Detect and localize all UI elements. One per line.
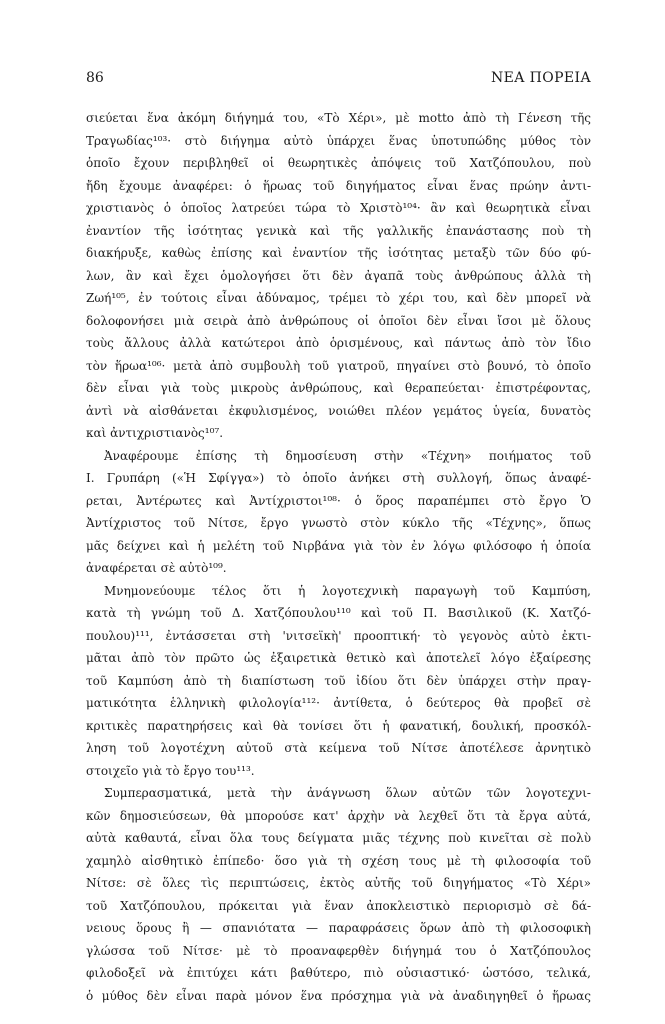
text-line: τοῦ Χατζόπουλου, πρόκειται γιὰ ἕναν ἀποκλειστικὸ περιορισμὸ σὲ δά-	[86, 898, 591, 913]
text-line: κριτικὲς παρατηρήσεις καὶ θὰ τονίσει ὅτι ἡ φανατική, δουλική, προσκόλ-	[86, 718, 591, 733]
text-line: Μνημονεύουμε τέλος ὅτι ἡ λογοτεχνικὴ παραγωγὴ τοῦ Καμπύση,	[104, 583, 591, 598]
text-line: γλώσσα τοῦ Νίτσε· μὲ τὸ προαναφερθὲν διήγημά του ὁ Χατζόπουλος	[86, 943, 591, 958]
text-line: ἤδη ἔχουμε ἀναφέρει: ὁ ἥρωας τοῦ διηγήματος εἶναι ἕνας πρώην ἀντι-	[86, 178, 591, 193]
text-line: Ι. Γρυπάρη («Ἡ Σφίγγα») τὸ ὁποῖο ἀνήκει στὴ συλλογή, ὅπως ἀναφέ-	[86, 471, 591, 485]
text-line: Ζωή¹⁰⁵, ἐν τούτοις εἶναι ἀδύναμος, τρέμει τὸ χέρι του, καὶ δὲν μπορεῖ νὰ	[86, 291, 591, 305]
text-line: τοὺς ἄλλους ἀλλὰ κατώτεροι ἀπὸ ὁρισμένους, καὶ πάντως ἀπὸ τὸν ἴδιο	[86, 336, 591, 350]
text-line: κατὰ τὴ γνώμη τοῦ Δ. Χατζόπουλου¹¹⁰ καὶ τοῦ Π. Βασιλικοῦ (Κ. Χατζό-	[86, 606, 591, 620]
text-line: κῶν δημοσιεύσεων, θὰ μπορούσε κατ' ἀρχὴν νὰ λεχθεῖ ὅτι τὰ ἔργα αὐτά,	[86, 808, 591, 823]
text-line: ἐναντίον τῆς ἰσότητας γενικὰ καὶ τῆς γαλλικῆς ἐπανάστασης ποὺ τὴ	[86, 223, 591, 238]
text-line: ὁ μύθος δὲν εἶναι παρὰ μόνον ἕνα πρόσχημα γιὰ νὰ ἀναδιηγηθεῖ ὁ ἥρωας	[86, 988, 591, 1003]
text-line: ἀντὶ νὰ αἰσθάνεται ἐκφυλισμένος, νοιώθει πλέον γεμάτος ὑγεία, δυνατὸς	[86, 403, 591, 418]
text-line: αὐτὰ καθαυτά, εἶναι ὅλα τους δείγματα μιᾶς τέχνης ποὺ κινεῖται σὲ πολὺ	[86, 831, 591, 845]
text-line: Νίτσε: σὲ ὅλες τὶς περιπτώσεις, ἐκτὸς αὐτῆς τοῦ διηγήματος «Τὸ Χέρι»	[86, 876, 591, 890]
text-line: χαμηλὸ αἰσθητικὸ ἐπίπεδο· ὅσο γιὰ τὴ σχέση τους μὲ τὴ φιλοσοφία τοῦ	[86, 853, 591, 868]
text-line: τοῦ Καμπύση ἀπὸ τὴ διαπίστωση τοῦ ἰδίου ὅτι δὲν ὑπάρχει στὴν πραγ-	[86, 673, 591, 688]
text-line: Τραγωδίας¹⁰³· στὸ διήγημα αὐτὸ ὑπάρχει ἕνας ὑποτυπώδης μύθος τὸν	[86, 133, 591, 148]
text-line: νειους ὅρους ἢ — σπανιότατα — παραφράσεις ὅρων ἀπὸ τὴ φιλοσοφικὴ	[86, 921, 591, 935]
text-line: δολοφονήσει μιὰ σειρὰ ἀπὸ ἀνθρώπους οἱ ὁποῖοι δὲν εἶναι ἴσοι μὲ ὅλους	[86, 313, 591, 328]
text-line: ρεται, Ἀντέρωτες καὶ Ἀντίχριστοι¹⁰⁸· ὁ ὅρος παραπέμπει στὸ ἔργο Ὁ	[86, 493, 591, 508]
text-line: φιλοδοξεῖ νὰ ἐπιτύχει κάτι βαθύτερο, πιὸ οὐσιαστικό· ὡστόσο, τελικά,	[86, 966, 591, 980]
text-line: δὲν εἶναι γιὰ τοὺς μικροὺς ἀνθρώπους, καὶ θεραπεύεται· ἐπιστρέφοντας,	[86, 381, 591, 395]
text-line: στοιχεῖο γιὰ τὸ ἔργο του¹¹³.	[86, 763, 255, 778]
running-title: ΝΕΑ ΠΟΡΕΙΑ	[491, 70, 591, 86]
text-line: ματικότητα ἑλληνικὴ φιλολογία¹¹²· ἀντίθετα, ὁ δεύτερος θὰ προβεῖ σὲ	[86, 696, 591, 710]
body-text	[86, 107, 591, 1007]
text-line: χριστιανὸς ὁ ὁποῖος λατρεύει τώρα τὸ Χριστὸ¹⁰⁴· ἂν καὶ θεωρητικὰ εἶναι	[86, 201, 591, 215]
text-line: ἀναφέρεται σὲ αὐτὸ¹⁰⁹.	[86, 561, 227, 575]
text-line: διακήρυξε, καθὼς ἐπίσης καὶ ἐναντίον τῆς ἰσότητας μεταξὺ τῶν δύο φύ-	[86, 246, 591, 260]
text-line: πουλου)¹¹¹, ἐντάσσεται στὴ 'νιτσεϊκὴ' προοπτική· τὸ γεγονὸς αὐτὸ ἐκτι-	[86, 628, 591, 643]
text-line: τὸν ἥρωα¹⁰⁶· μετὰ ἀπὸ συμβουλὴ τοῦ γιατροῦ, πηγαίνει στὸ βουνό, τὸ ὁποῖο	[86, 358, 591, 373]
text-line: μᾶται ἀπὸ τὸν πρῶτο ὡς ἐξαιρετικὰ θετικὸ καὶ ἀποτελεῖ λόγο ἐξαίρεσης	[86, 651, 591, 665]
text-line: σιεύεται ἕνα ἀκόμη διήγημά του, «Τὸ Χέρι», μὲ motto ἀπὸ τὴ Γένεση τῆς	[86, 111, 591, 125]
text-line: λων, ἂν καὶ ἔχει ὁμολογήσει ὅτι δὲν ἀγαπᾶ τοὺς ἀνθρώπους ἀλλὰ τὴ	[86, 268, 591, 283]
text-line: μᾶς δείχνει καὶ ἡ μελέτη τοῦ Νιρβάνα γιὰ τὸν ἐν λόγω φιλόσοφο ἡ ὁποία	[86, 538, 591, 553]
text-line: ὁποῖο ἔχουν περιβληθεῖ οἱ θεωρητικὲς ἀπόψεις τοῦ Χατζόπουλου, ποὺ	[86, 156, 591, 170]
page-number: 86	[86, 70, 104, 86]
text-line: ληση τοῦ λογοτέχνη αὐτοῦ στὰ κείμενα τοῦ Νίτσε ἀποτέλεσε ἀρνητικὸ	[86, 741, 591, 755]
page-header	[86, 70, 591, 90]
text-line: καὶ ἀντιχριστιανὸς¹⁰⁷.	[86, 426, 224, 440]
text-line: Συμπερασματικά, μετὰ τὴν ἀνάγνωση ὅλων αὐτῶν τῶν λογοτεχνι-	[104, 786, 591, 800]
text-line: Ἀναφέρουμε ἐπίσης τὴ δημοσίευση στὴν «Τέχνη» ποιήματος τοῦ	[104, 448, 591, 463]
text-line: Ἀντίχριστος τοῦ Νίτσε, ἔργο γνωστὸ στὸν κύκλο τῆς «Τέχνης», ὅπως	[86, 516, 591, 530]
